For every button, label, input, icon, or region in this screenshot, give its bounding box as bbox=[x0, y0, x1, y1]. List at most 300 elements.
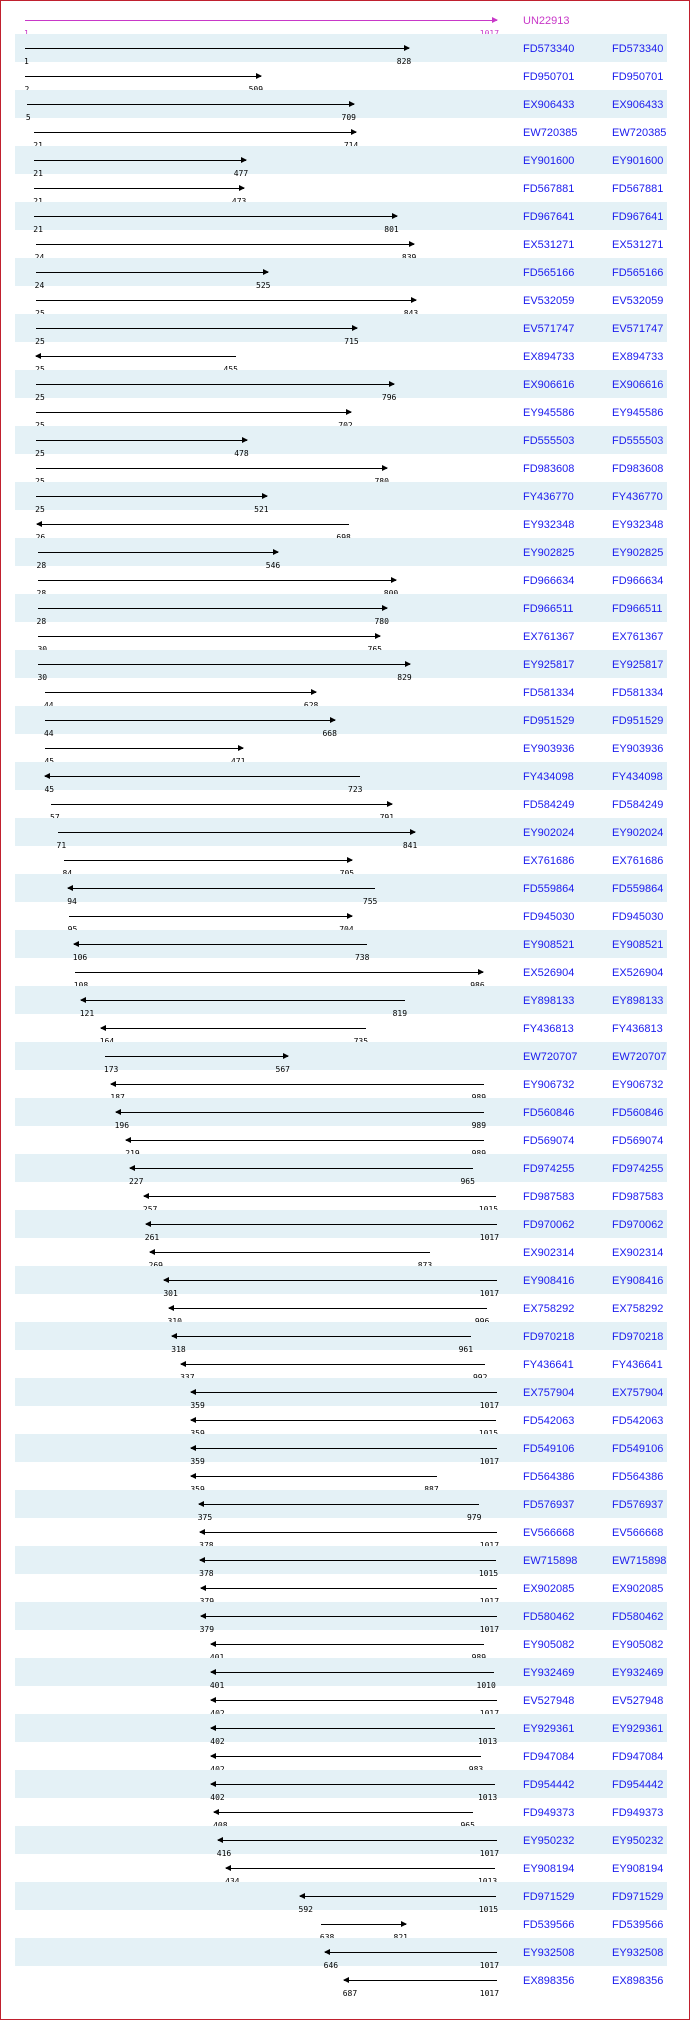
start-position-label: 402 bbox=[210, 1793, 225, 1802]
accession-link[interactable]: EY905082 bbox=[523, 1639, 575, 1651]
accession-link[interactable]: FD559864 bbox=[523, 883, 575, 895]
arrow-head-left-icon bbox=[190, 1389, 196, 1395]
accession-link[interactable]: EX526904 bbox=[523, 967, 575, 979]
arrow-head-right-icon bbox=[330, 717, 336, 723]
alignment-arrow-line bbox=[211, 1784, 495, 1785]
accession-link[interactable]: FD567881 bbox=[523, 183, 575, 195]
arrow-head-right-icon bbox=[392, 213, 398, 219]
arrow-head-left-icon bbox=[44, 773, 50, 779]
alignment-arrow-line bbox=[146, 1224, 497, 1225]
accession-link[interactable]: FD947084 bbox=[523, 1751, 575, 1763]
alignment-arrow-line bbox=[191, 1476, 436, 1477]
alignment-arrow-line bbox=[25, 48, 409, 49]
alignment-arrow-line bbox=[150, 1252, 431, 1253]
alignment-row bbox=[15, 1938, 667, 1970]
accession-link-secondary[interactable]: FD584249 bbox=[612, 799, 664, 811]
start-position-label: 375 bbox=[197, 1513, 213, 1522]
accession-link-secondary[interactable]: EY932508 bbox=[612, 1947, 664, 1959]
arrow-head-right-icon bbox=[256, 73, 262, 79]
alignment-row bbox=[15, 1770, 667, 1802]
accession-link-secondary[interactable]: FD539566 bbox=[612, 1919, 664, 1931]
end-position-label: 1017 bbox=[479, 1401, 500, 1410]
alignment-row bbox=[15, 398, 667, 426]
alignment-arrow-line bbox=[105, 1056, 288, 1057]
accession-link-secondary[interactable]: EY908521 bbox=[612, 939, 664, 951]
end-position-label: 1017 bbox=[479, 1989, 500, 1998]
end-position-label: 1017 bbox=[479, 1625, 500, 1634]
end-position-label: 755 bbox=[362, 897, 378, 906]
arrow-head-left-icon bbox=[36, 521, 42, 527]
accession-link[interactable]: FY436813 bbox=[523, 1023, 574, 1035]
accession-link-secondary[interactable]: EX906616 bbox=[612, 379, 664, 391]
accession-link-secondary[interactable]: EX757904 bbox=[612, 1387, 664, 1399]
alignment-arrow-line bbox=[58, 832, 416, 833]
accession-link-secondary[interactable]: EV532059 bbox=[612, 295, 664, 307]
alignment-arrow-line bbox=[36, 412, 351, 413]
accession-link[interactable]: FY434098 bbox=[523, 771, 574, 783]
accession-link-secondary[interactable]: FD945030 bbox=[612, 911, 664, 923]
accession-link-secondary[interactable]: FD950701 bbox=[612, 71, 664, 83]
alignment-row bbox=[15, 62, 667, 90]
accession-link[interactable]: EY945586 bbox=[523, 407, 575, 419]
alignment-arrow-line bbox=[164, 1280, 497, 1281]
arrow-head-right-icon bbox=[404, 45, 410, 51]
alignment-row bbox=[15, 594, 667, 626]
accession-link-secondary[interactable]: FD580462 bbox=[612, 1611, 664, 1623]
end-position-label: 738 bbox=[354, 953, 370, 962]
accession-link-secondary[interactable]: EY908194 bbox=[612, 1863, 664, 1875]
alignment-arrow-line bbox=[68, 888, 375, 889]
end-position-label: 965 bbox=[460, 1177, 475, 1186]
accession-link-secondary[interactable]: FD569074 bbox=[612, 1135, 664, 1147]
arrow-head-left-icon bbox=[210, 1781, 216, 1787]
end-position-label: 521 bbox=[254, 505, 269, 514]
alignment-row bbox=[15, 1098, 667, 1130]
end-position-label: 668 bbox=[322, 729, 337, 738]
accession-link[interactable]: FD954442 bbox=[523, 1779, 575, 1791]
accession-link[interactable]: EX761367 bbox=[523, 631, 575, 643]
reference-arrow-line bbox=[25, 20, 497, 21]
accession-link-secondary[interactable]: FD983608 bbox=[612, 463, 664, 475]
accession-link[interactable]: FD970062 bbox=[523, 1219, 575, 1231]
start-position-label: 94 bbox=[67, 897, 77, 906]
accession-link-secondary[interactable]: EY903936 bbox=[612, 743, 664, 755]
alignment-arrow-line bbox=[181, 1364, 485, 1365]
accession-link-secondary[interactable]: FD971529 bbox=[612, 1891, 664, 1903]
alignment-row bbox=[15, 1462, 667, 1490]
accession-link-secondary[interactable]: EX761367 bbox=[612, 631, 664, 643]
arrow-head-right-icon bbox=[391, 577, 397, 583]
accession-link-secondary[interactable]: FD542063 bbox=[612, 1415, 664, 1427]
accession-link-secondary[interactable]: FD974255 bbox=[612, 1163, 664, 1175]
alignment-arrow-line bbox=[36, 440, 246, 441]
accession-link-secondary[interactable]: FD966634 bbox=[612, 575, 664, 587]
accession-link[interactable]: FD564386 bbox=[523, 1471, 575, 1483]
end-position-label: 1015 bbox=[478, 1905, 499, 1914]
end-position-label: 525 bbox=[256, 281, 271, 290]
accession-link[interactable]: EY908416 bbox=[523, 1275, 575, 1287]
alignment-row bbox=[15, 202, 667, 234]
accession-link[interactable]: EX898356 bbox=[523, 1975, 575, 1987]
accession-link[interactable]: EY929361 bbox=[523, 1723, 575, 1735]
alignment-row bbox=[15, 118, 667, 146]
start-position-label: 44 bbox=[43, 729, 54, 738]
start-position-label: 261 bbox=[144, 1233, 160, 1242]
accession-link[interactable]: EY898133 bbox=[523, 995, 575, 1007]
alignment-row bbox=[15, 258, 667, 290]
accession-link[interactable]: FY436641 bbox=[523, 1359, 574, 1371]
arrow-head-left-icon bbox=[210, 1641, 216, 1647]
alignment-row bbox=[15, 370, 667, 402]
alignment-arrow-line bbox=[201, 1616, 497, 1617]
start-position-label: 646 bbox=[323, 1961, 339, 1970]
alignment-arrow-line bbox=[37, 524, 349, 525]
accession-link-secondary[interactable]: FD951529 bbox=[612, 715, 664, 727]
accession-link-secondary[interactable]: EX906433 bbox=[612, 99, 664, 111]
arrow-head-left-icon bbox=[110, 1081, 116, 1087]
accession-link-secondary[interactable]: FY436813 bbox=[612, 1023, 663, 1035]
accession-link-secondary[interactable]: FD966511 bbox=[612, 603, 663, 615]
alignment-row bbox=[15, 566, 667, 594]
accession-link-secondary[interactable]: FY436770 bbox=[612, 491, 663, 503]
alignment-row bbox=[15, 1238, 667, 1266]
end-position-label: 1013 bbox=[477, 1737, 498, 1746]
accession-link-secondary[interactable]: FD567881 bbox=[612, 183, 664, 195]
accession-link[interactable]: EX761686 bbox=[523, 855, 575, 867]
start-position-label: 25 bbox=[35, 505, 45, 514]
alignment-arrow-line bbox=[45, 776, 360, 777]
end-position-label: 1017 bbox=[479, 1457, 500, 1466]
end-position-label: 1017 bbox=[479, 1289, 500, 1298]
accession-link[interactable]: EX906433 bbox=[523, 99, 575, 111]
accession-link-secondary[interactable]: EX758292 bbox=[612, 1303, 664, 1315]
accession-link-secondary[interactable]: EV566668 bbox=[612, 1527, 664, 1539]
accession-link[interactable]: FD584249 bbox=[523, 799, 575, 811]
accession-link-secondary[interactable]: FD565166 bbox=[612, 267, 664, 279]
start-position-label: 227 bbox=[128, 1177, 144, 1186]
accession-link[interactable]: EV571747 bbox=[523, 323, 575, 335]
accession-link[interactable]: EY906732 bbox=[523, 1079, 575, 1091]
alignment-arrow-line bbox=[38, 608, 387, 609]
accession-link[interactable]: FD971529 bbox=[523, 1891, 575, 1903]
alignment-row bbox=[15, 1042, 667, 1074]
arrow-head-right-icon bbox=[387, 801, 393, 807]
alignment-row bbox=[15, 1126, 667, 1154]
accession-link[interactable]: EY901600 bbox=[523, 155, 575, 167]
accession-link[interactable]: FD581334 bbox=[523, 687, 575, 699]
alignment-row bbox=[15, 986, 667, 1018]
alignment-arrow-line bbox=[51, 804, 392, 805]
arrow-head-right-icon bbox=[346, 409, 352, 415]
alignment-arrow-line bbox=[172, 1336, 471, 1337]
accession-link[interactable]: EW715898 bbox=[523, 1555, 578, 1567]
alignment-arrow-line bbox=[74, 944, 368, 945]
alignment-row bbox=[15, 1182, 667, 1210]
alignment-row bbox=[15, 790, 667, 818]
alignment-arrow-line bbox=[200, 1532, 497, 1533]
alignment-row bbox=[15, 622, 667, 650]
end-position-label: 819 bbox=[392, 1009, 408, 1018]
end-position-label: 723 bbox=[348, 785, 363, 794]
accession-link[interactable]: FD565166 bbox=[523, 267, 575, 279]
accession-link-secondary[interactable]: EY950232 bbox=[612, 1835, 664, 1847]
accession-link-secondary[interactable]: FD555503 bbox=[612, 435, 664, 447]
accession-link[interactable]: FD951529 bbox=[523, 715, 575, 727]
arrow-head-right-icon bbox=[238, 745, 244, 751]
accession-link-secondary[interactable]: FY434098 bbox=[612, 771, 663, 783]
alignment-arrow-line bbox=[344, 1980, 497, 1981]
accession-link-secondary[interactable]: EW720385 bbox=[612, 127, 667, 139]
accession-link[interactable]: FD950701 bbox=[523, 71, 575, 83]
arrow-head-left-icon bbox=[198, 1501, 204, 1507]
alignment-row bbox=[15, 34, 667, 66]
accession-link[interactable]: EY902024 bbox=[523, 827, 575, 839]
end-position-label: 989 bbox=[471, 1121, 487, 1130]
accession-link-secondary[interactable]: EX902314 bbox=[612, 1247, 664, 1259]
accession-link-secondary[interactable]: FD559864 bbox=[612, 883, 664, 895]
accession-link[interactable]: EY932469 bbox=[523, 1667, 575, 1679]
accession-link[interactable]: EV566668 bbox=[523, 1527, 575, 1539]
accession-link-secondary[interactable]: FD576937 bbox=[612, 1499, 664, 1511]
accession-link[interactable]: EX902085 bbox=[523, 1583, 575, 1595]
accession-link-secondary[interactable]: FD970218 bbox=[612, 1331, 664, 1343]
alignment-arrow-line bbox=[169, 1308, 488, 1309]
accession-link[interactable]: FD542063 bbox=[523, 1415, 575, 1427]
accession-link-secondary[interactable]: EY905082 bbox=[612, 1639, 664, 1651]
arrow-head-left-icon bbox=[190, 1445, 196, 1451]
arrow-head-left-icon bbox=[199, 1557, 205, 1563]
accession-link-secondary[interactable]: EY929361 bbox=[612, 1723, 664, 1735]
accession-link-secondary[interactable]: FD573340 bbox=[612, 43, 664, 55]
accession-link-secondary[interactable]: FD949373 bbox=[612, 1807, 664, 1819]
arrow-head-left-icon bbox=[73, 941, 79, 947]
accession-link[interactable]: FD569074 bbox=[523, 1135, 575, 1147]
accession-link-secondary[interactable]: FD967641 bbox=[612, 211, 664, 223]
arrow-head-left-icon bbox=[67, 885, 73, 891]
accession-link[interactable]: EX531271 bbox=[523, 239, 575, 251]
start-position-label: 106 bbox=[72, 953, 88, 962]
start-position-label: 5 bbox=[25, 113, 31, 122]
accession-link[interactable]: EY908521 bbox=[523, 939, 575, 951]
arrow-head-left-icon bbox=[225, 1865, 231, 1871]
accession-link-secondary[interactable]: FD560846 bbox=[612, 1107, 664, 1119]
arrow-head-left-icon bbox=[163, 1277, 169, 1283]
alignment-arrow-line bbox=[36, 384, 394, 385]
accession-link[interactable]: FD987583 bbox=[523, 1191, 575, 1203]
accession-link-secondary[interactable]: EY898133 bbox=[612, 995, 664, 1007]
accession-link-secondary[interactable]: EW720707 bbox=[612, 1051, 667, 1063]
accession-link-secondary[interactable]: EX526904 bbox=[612, 967, 664, 979]
accession-link-secondary[interactable]: FY436641 bbox=[612, 1359, 663, 1371]
accession-link-secondary[interactable]: EV527948 bbox=[612, 1695, 664, 1707]
accession-link-secondary[interactable]: FD549106 bbox=[612, 1443, 664, 1455]
accession-link-secondary[interactable]: EY902024 bbox=[612, 827, 664, 839]
alignment-row bbox=[15, 1322, 667, 1354]
end-position-label: 796 bbox=[381, 393, 397, 402]
accession-link[interactable]: EX902314 bbox=[523, 1247, 575, 1259]
alignment-row bbox=[15, 1882, 667, 1914]
accession-link[interactable]: FD966634 bbox=[523, 575, 575, 587]
arrow-head-left-icon bbox=[213, 1809, 219, 1815]
alignment-row bbox=[15, 1742, 667, 1770]
alignment-row bbox=[15, 1378, 667, 1410]
alignment-row bbox=[15, 1266, 667, 1298]
accession-link-secondary[interactable]: FD954442 bbox=[612, 1779, 664, 1791]
accession-link[interactable]: EX758292 bbox=[523, 1303, 575, 1315]
alignment-arrow-line bbox=[36, 356, 236, 357]
alignment-row bbox=[15, 1686, 667, 1714]
accession-link-secondary[interactable]: EY932469 bbox=[612, 1667, 664, 1679]
accession-link[interactable]: EY908194 bbox=[523, 1863, 575, 1875]
end-position-label: 1017 bbox=[479, 1961, 500, 1970]
start-position-label: 379 bbox=[199, 1625, 215, 1634]
accession-link[interactable]: EX757904 bbox=[523, 1387, 575, 1399]
alignment-arrow-line bbox=[34, 188, 244, 189]
accession-link-secondary[interactable]: EX531271 bbox=[612, 239, 664, 251]
accession-link-secondary[interactable]: EY902825 bbox=[612, 547, 664, 559]
alignment-arrow-line bbox=[34, 132, 356, 133]
accession-link[interactable]: EX894733 bbox=[523, 351, 575, 363]
accession-link-secondary[interactable]: FD581334 bbox=[612, 687, 664, 699]
end-position-label: 567 bbox=[275, 1065, 290, 1074]
accession-link[interactable]: FD966511 bbox=[523, 603, 574, 615]
alignment-row bbox=[15, 1014, 667, 1042]
accession-link-secondary[interactable]: EW715898 bbox=[612, 1555, 667, 1567]
arrow-head-right-icon bbox=[352, 325, 358, 331]
accession-link-secondary[interactable]: EY906732 bbox=[612, 1079, 664, 1091]
accession-link-secondary[interactable]: EX761686 bbox=[612, 855, 664, 867]
accession-link-secondary[interactable]: FD947084 bbox=[612, 1751, 664, 1763]
start-position-label: 687 bbox=[342, 1989, 358, 1998]
accession-link[interactable]: FD983608 bbox=[523, 463, 575, 475]
arrow-head-right-icon bbox=[409, 241, 415, 247]
arrow-head-right-icon bbox=[262, 493, 268, 499]
accession-link[interactable]: FD970218 bbox=[523, 1331, 575, 1343]
alignment-row bbox=[15, 1966, 667, 1998]
arrow-head-left-icon bbox=[299, 1893, 305, 1899]
alignment-row bbox=[15, 1658, 667, 1690]
start-position-label: 28 bbox=[36, 617, 47, 626]
arrow-head-right-icon bbox=[239, 185, 245, 191]
start-position-label: 359 bbox=[190, 1401, 205, 1410]
alignment-arrow-line bbox=[199, 1504, 480, 1505]
arrow-head-left-icon bbox=[129, 1165, 135, 1171]
reference-id-link[interactable]: UN22913 bbox=[523, 15, 570, 27]
start-position-label: 196 bbox=[114, 1121, 130, 1130]
alignment-row bbox=[15, 1602, 667, 1634]
alignment-arrow-line bbox=[27, 104, 354, 105]
accession-link[interactable]: FD555503 bbox=[523, 435, 575, 447]
accession-link-secondary[interactable]: EY932348 bbox=[612, 519, 664, 531]
alignment-arrow-line bbox=[300, 1896, 497, 1897]
alignment-arrow-line bbox=[69, 916, 352, 917]
accession-link-secondary[interactable]: EX902085 bbox=[612, 1583, 664, 1595]
alignment-arrow-line bbox=[38, 580, 397, 581]
accession-link[interactable]: EV527948 bbox=[523, 1695, 575, 1707]
accession-link[interactable]: EY932508 bbox=[523, 1947, 575, 1959]
accession-link[interactable]: EV532059 bbox=[523, 295, 575, 307]
end-position-label: 709 bbox=[341, 113, 356, 122]
accession-link[interactable]: EW720385 bbox=[523, 127, 578, 139]
alignment-row bbox=[15, 706, 667, 738]
start-position-label: 173 bbox=[103, 1065, 119, 1074]
accession-link-secondary[interactable]: EY945586 bbox=[612, 407, 664, 419]
alignment-arrow-line bbox=[81, 1000, 405, 1001]
accession-link[interactable]: FD539566 bbox=[523, 1919, 575, 1931]
arrow-head-left-icon bbox=[210, 1697, 216, 1703]
arrow-head-left-icon bbox=[143, 1193, 149, 1199]
alignment-arrow-line bbox=[200, 1560, 496, 1561]
accession-link[interactable]: FD560846 bbox=[523, 1107, 575, 1119]
accession-link[interactable]: FD945030 bbox=[523, 911, 575, 923]
arrow-head-left-icon bbox=[190, 1417, 196, 1423]
end-position-label: 841 bbox=[402, 841, 418, 850]
alignment-arrow-line bbox=[211, 1672, 494, 1673]
accession-link[interactable]: FD580462 bbox=[523, 1611, 575, 1623]
alignment-row bbox=[15, 958, 667, 986]
accession-link[interactable]: FD549106 bbox=[523, 1443, 575, 1455]
end-position-label: 1010 bbox=[476, 1681, 496, 1690]
alignment-row bbox=[15, 1154, 667, 1186]
accession-link-secondary[interactable]: FD564386 bbox=[612, 1471, 664, 1483]
accession-link-secondary[interactable]: EY908416 bbox=[612, 1275, 664, 1287]
accession-link-secondary[interactable]: EY901600 bbox=[612, 155, 664, 167]
start-position-label: 378 bbox=[199, 1569, 214, 1578]
end-position-label: 829 bbox=[397, 673, 412, 682]
arrow-head-right-icon bbox=[492, 17, 498, 23]
accession-link[interactable]: EW720707 bbox=[523, 1051, 578, 1063]
arrow-head-left-icon bbox=[80, 997, 86, 1003]
accession-link-secondary[interactable]: EY925817 bbox=[612, 659, 664, 671]
accession-link[interactable]: EX906616 bbox=[523, 379, 575, 391]
accession-link-secondary[interactable]: FD987583 bbox=[612, 1191, 664, 1203]
arrow-head-right-icon bbox=[382, 465, 388, 471]
alignment-row bbox=[15, 286, 667, 314]
alignment-row bbox=[15, 1910, 667, 1938]
alignment-row bbox=[15, 1826, 667, 1858]
accession-link[interactable]: FD576937 bbox=[523, 1499, 575, 1511]
accession-link[interactable]: FD573340 bbox=[523, 43, 575, 55]
alignment-arrow-line bbox=[191, 1420, 496, 1421]
alignment-row bbox=[15, 1490, 667, 1522]
accession-link[interactable]: FD949373 bbox=[523, 1807, 575, 1819]
accession-link[interactable]: EY902825 bbox=[523, 547, 575, 559]
accession-link[interactable]: EY950232 bbox=[523, 1835, 575, 1847]
accession-link[interactable]: EY925817 bbox=[523, 659, 575, 671]
alignment-row bbox=[15, 538, 667, 570]
accession-link[interactable]: FD974255 bbox=[523, 1163, 575, 1175]
alignment-row bbox=[15, 1210, 667, 1242]
alignment-arrow-line bbox=[36, 272, 269, 273]
accession-link[interactable]: EY903936 bbox=[523, 743, 575, 755]
accession-link-secondary[interactable]: EX894733 bbox=[612, 351, 664, 363]
accession-link[interactable]: FY436770 bbox=[523, 491, 574, 503]
alignment-arrow-line bbox=[36, 300, 416, 301]
accession-link-secondary[interactable]: EX898356 bbox=[612, 1975, 664, 1987]
alignment-arrow-line bbox=[38, 664, 409, 665]
accession-link-secondary[interactable]: EV571747 bbox=[612, 323, 664, 335]
accession-link-secondary[interactable]: FD970062 bbox=[612, 1219, 664, 1231]
arrow-head-right-icon bbox=[389, 381, 395, 387]
end-position-label: 1013 bbox=[477, 1793, 498, 1802]
accession-link[interactable]: EY932348 bbox=[523, 519, 575, 531]
accession-link[interactable]: FD967641 bbox=[523, 211, 575, 223]
arrow-head-right-icon bbox=[273, 549, 279, 555]
arrow-head-left-icon bbox=[149, 1249, 155, 1255]
alignment-row bbox=[15, 930, 667, 962]
start-position-label: 402 bbox=[210, 1737, 225, 1746]
alignment-arrow-line bbox=[36, 328, 357, 329]
